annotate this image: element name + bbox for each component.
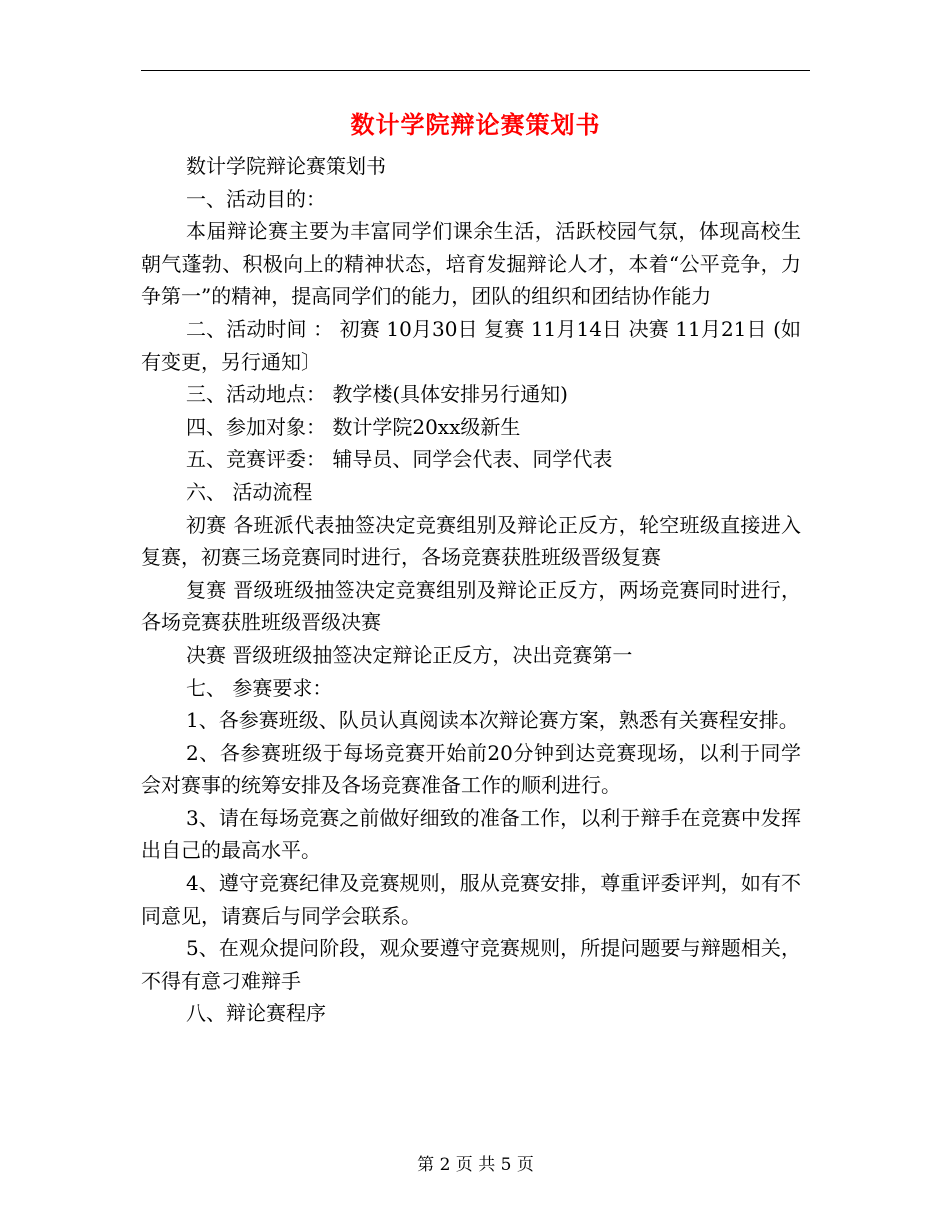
paragraph-purpose: 本届辩论赛主要为丰富同学们课余生活，活跃校园气氛，体现高校生朝气蓬勃、积极向上的精神状态，培育发掘辩论人才，本着“公平竞争，力争第一”的精神，提高同学们的能力，团队的组织和团结协作能力 <box>141 219 801 309</box>
heading-process: 六、 活动流程 <box>186 479 313 504</box>
page-number: 第 2 页 共 5 页 <box>417 1155 534 1175</box>
paragraph-location: 三、活动地点： 教学楼(具体安排另行通知) <box>186 382 568 407</box>
document-body <box>141 150 801 1030</box>
requirement-1: 1、各参赛班级、队员认真阅读本次辩论赛方案，熟悉有关赛程安排。 <box>186 708 799 733</box>
header-rule <box>141 70 810 71</box>
paragraph-participants: 四、参加对象： 数计学院20xx级新生 <box>186 414 521 439</box>
requirement-2: 2、各参赛班级于每场竞赛开始前20分钟到达竞赛现场，以利于同学会对赛事的统筹安排及各场竞赛准备工作的顺利进行。 <box>141 740 801 798</box>
heading-requirements: 七、 参赛要求： <box>186 675 333 700</box>
paragraph-subtitle: 数计学院辩论赛策划书 <box>186 154 386 178</box>
requirement-3: 3、请在每场竞赛之前做好细致的准备工作，以利于辩手在竞赛中发挥出自己的最高水平。 <box>141 805 801 863</box>
paragraph-preliminary: 初赛 各班派代表抽签决定竞赛组别及辩论正反方，轮空班级直接进入复赛，初赛三场竞赛同时进行，各场竞赛获胜班级晋级复赛 <box>141 512 801 570</box>
document-title: 数计学院辩论赛策划书 <box>350 110 601 139</box>
heading-purpose: 一、活动目的： <box>186 186 326 211</box>
heading-debate-procedure: 八、辩论赛程序 <box>186 1001 326 1026</box>
requirement-5: 5、在观众提问阶段，观众要遵守竞赛规则，所提问题要与辩题相关，不得有意刁难辩手 <box>141 936 801 993</box>
paragraph-semifinal: 复赛 晋级班级抽签决定竞赛组别及辩论正反方，两场竞赛同时进行，各场竞赛获胜班级晋级决赛 <box>141 577 801 635</box>
paragraph-judges: 五、竞赛评委： 辅导员、同学会代表、同学代表 <box>186 447 613 472</box>
requirement-4: 4、遵守竞赛纪律及竞赛规则，服从竞赛安排，尊重评委评判，如有不同意见，请赛后与同学会联系。 <box>141 871 801 928</box>
paragraph-time: 二、活动时间 ： 初赛 10月30日 复赛 11月14日 决赛 11月21日 (如有变更，另行通知〕 <box>141 316 801 374</box>
paragraph-final: 决赛 晋级班级抽签决定辩论正反方，决出竞赛第一 <box>186 642 633 667</box>
